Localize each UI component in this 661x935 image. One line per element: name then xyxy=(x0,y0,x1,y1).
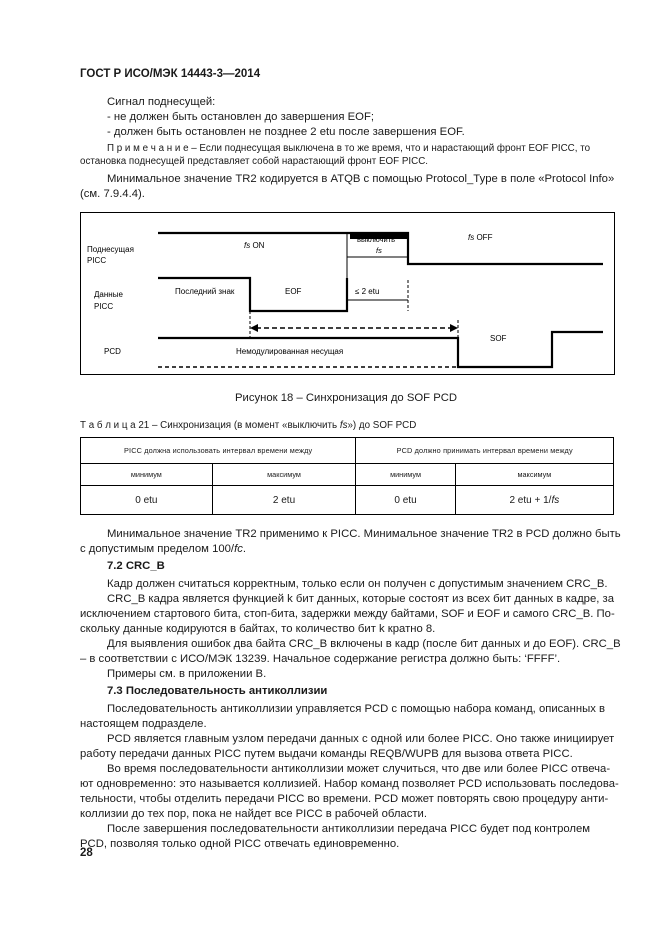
note-text-1: – Если поднесущая выключена в то же время, что и нарастающий фронт EOF PICC, то xyxy=(188,143,591,154)
tr2-para-line-2: (см. 7.9.4.4). xyxy=(80,188,145,200)
table-caption-text-1: – Синхронизация (в момент «выключить xyxy=(149,420,340,431)
sof-label: SOF xyxy=(490,334,507,343)
sec73-p2-1: PCD является главным узлом передачи данных с одной или более PICC. Оно также инициирует xyxy=(107,733,615,745)
label-subcarrier-picc: PICC xyxy=(87,256,107,265)
pcd-max-head: максимум xyxy=(455,464,613,486)
sec72-p3-2: – в соответствии с ИСО/МЭК 13239. Начальное содержание регистра должно быть: ‘FFFF’. xyxy=(80,653,561,665)
pcd-max-value-sym: fs xyxy=(551,494,560,506)
subcarrier-signal-line: Сигнал поднесущей: xyxy=(107,96,216,108)
sec73-p4-2: PCD, позволяя только одной PICC отвечать единовременно. xyxy=(80,838,400,850)
pcd-waveform xyxy=(158,332,603,367)
switch-off-label: выключить xyxy=(357,235,396,244)
sec73-p3-4: коллизии до тех пор, пока не найдет все PICC в рабочей области. xyxy=(80,808,427,820)
sec72-p1: Кадр должен считаться корректным, только если он получен с допустимым значением CRC_B. xyxy=(107,578,608,590)
table-row xyxy=(81,486,614,515)
sec73-p3-1: Во время последовательности антиколлизии может случиться, что две или более PICC отвеча- xyxy=(107,763,611,775)
picc-min-head: минимум xyxy=(81,464,213,486)
last-char-label: Последний знак xyxy=(175,287,235,296)
table-subhead-row xyxy=(81,464,614,486)
tr2-applies-text-a: с допустимым пределом 100/ xyxy=(80,543,235,555)
sec73-p4-1: После завершения последовательности антиколлизии передача PICC будет под контролем xyxy=(107,823,591,835)
section-7-3-title: 7.3 Последовательность антиколлизии xyxy=(107,685,328,697)
pcd-max-value xyxy=(455,486,613,515)
tr2-para-line-1: Минимальное значение TR2 кодируется в ATQB с помощью Protocol_Type в поле «Protocol Info» xyxy=(107,173,615,185)
table-caption-num: 21 xyxy=(135,420,150,431)
fs-off-label: fs OFF xyxy=(468,233,493,242)
pcd-max-value-text: 2 etu + 1/ xyxy=(509,494,552,506)
label-subcarrier: Поднесущая xyxy=(87,245,134,254)
unmodulated-label: Немодулированная несущая xyxy=(236,347,344,356)
table-caption-sym: fs xyxy=(339,420,348,431)
tr2-applies-sym: fc xyxy=(234,543,243,555)
head-pcd: PCD должно принимать интервал времени между xyxy=(356,438,614,464)
pcd-min-head: минимум xyxy=(356,464,455,486)
note-line-1 xyxy=(107,142,590,155)
interval-arrow-left xyxy=(250,324,258,332)
picc-max-value: 2 etu xyxy=(212,486,356,515)
figure-caption: Рисунок 18 – Синхронизация до SOF PCD xyxy=(235,392,458,404)
tr2-applies-line-1: Минимальное значение TR2 применимо к PICC. Минимальное значение TR2 в PCD должно быть xyxy=(107,528,621,540)
sec73-p2-2: работу передачи данных PICC путем выдачи команды REQB/WUPB для вызова ответа PICC. xyxy=(80,748,573,760)
sec72-p4: Примеры см. в приложении В. xyxy=(107,668,267,680)
head-picc: PICC должна использовать интервал времени между xyxy=(81,438,356,464)
table-caption-text-2: ») до SOF PCD xyxy=(347,420,417,431)
eof-label: EOF xyxy=(285,287,302,296)
le-2etu-label: ≤ 2 etu xyxy=(355,287,380,296)
page-number: 28 xyxy=(80,847,93,859)
table-caption-label: Т а б л и ц а xyxy=(80,420,136,431)
pcd-min-value: 0 etu xyxy=(356,486,455,515)
sec72-p2-3: скольку данные кодируются в байтах, то количество бит k кратно 8. xyxy=(80,623,436,635)
label-pcd: PCD xyxy=(104,347,121,356)
section-7-2-title: 7.2 CRC_B xyxy=(107,560,165,572)
document-header: ГОСТ Р ИСО/МЭК 14443-3—2014 xyxy=(80,68,261,80)
sec73-p1-2: настоящем подразделе. xyxy=(80,718,207,730)
picc-max-head: максимум xyxy=(212,464,356,486)
fs-on-label: fs ON xyxy=(244,241,265,250)
sec73-p3-2: ют одновременно: это называется коллизией. Набор команд позволяет PCD использовать последова- xyxy=(80,778,619,790)
sec73-p1-1: Последовательность антиколлизии управляется PCD с помощью набора команд, описанных в xyxy=(107,703,605,715)
switch-off-fs: fs xyxy=(376,246,382,255)
picc-min-value: 0 etu xyxy=(81,486,213,515)
sec72-p2-2: исключением стартового бита, стоп-бита, задержки между байтами, SOF и EOF и самого CRC_B. По- xyxy=(80,608,615,620)
note-label: П р и м е ч а н и е xyxy=(107,143,189,154)
timing-table xyxy=(80,437,614,515)
sec72-p3-1: Для выявления ошибок два байта CRC_B включены в кадр (после бит данных и до EOF). CRC_B xyxy=(107,638,621,650)
interval-arrow-right xyxy=(450,324,458,332)
timing-diagram xyxy=(80,212,615,376)
table-head-row xyxy=(81,438,614,464)
subcarrier-rule-2: - должен быть остановлен не позднее 2 etu после завершения EOF. xyxy=(107,126,465,138)
note-line-2: остановка поднесущей представляет собой нарастающий фронт EOF PICC. xyxy=(80,156,429,167)
label-data: Данные xyxy=(94,290,123,299)
table-caption xyxy=(80,419,416,432)
sec73-p3-3: тельности, чтобы отделить передачи PICC во времени. PCD может повторять свою процедуру анти- xyxy=(80,793,609,805)
tr2-applies-text-b: . xyxy=(242,543,246,555)
tr2-applies-line-2 xyxy=(80,542,246,558)
sec72-p2-1: CRC_B кадра является функцией k бит данных, которые состоят из всех бит данных в кадре, за xyxy=(107,593,614,605)
subcarrier-rule-1: - не должен быть остановлен до завершения EOF; xyxy=(107,111,374,123)
label-data-picc: PICC xyxy=(94,302,114,311)
